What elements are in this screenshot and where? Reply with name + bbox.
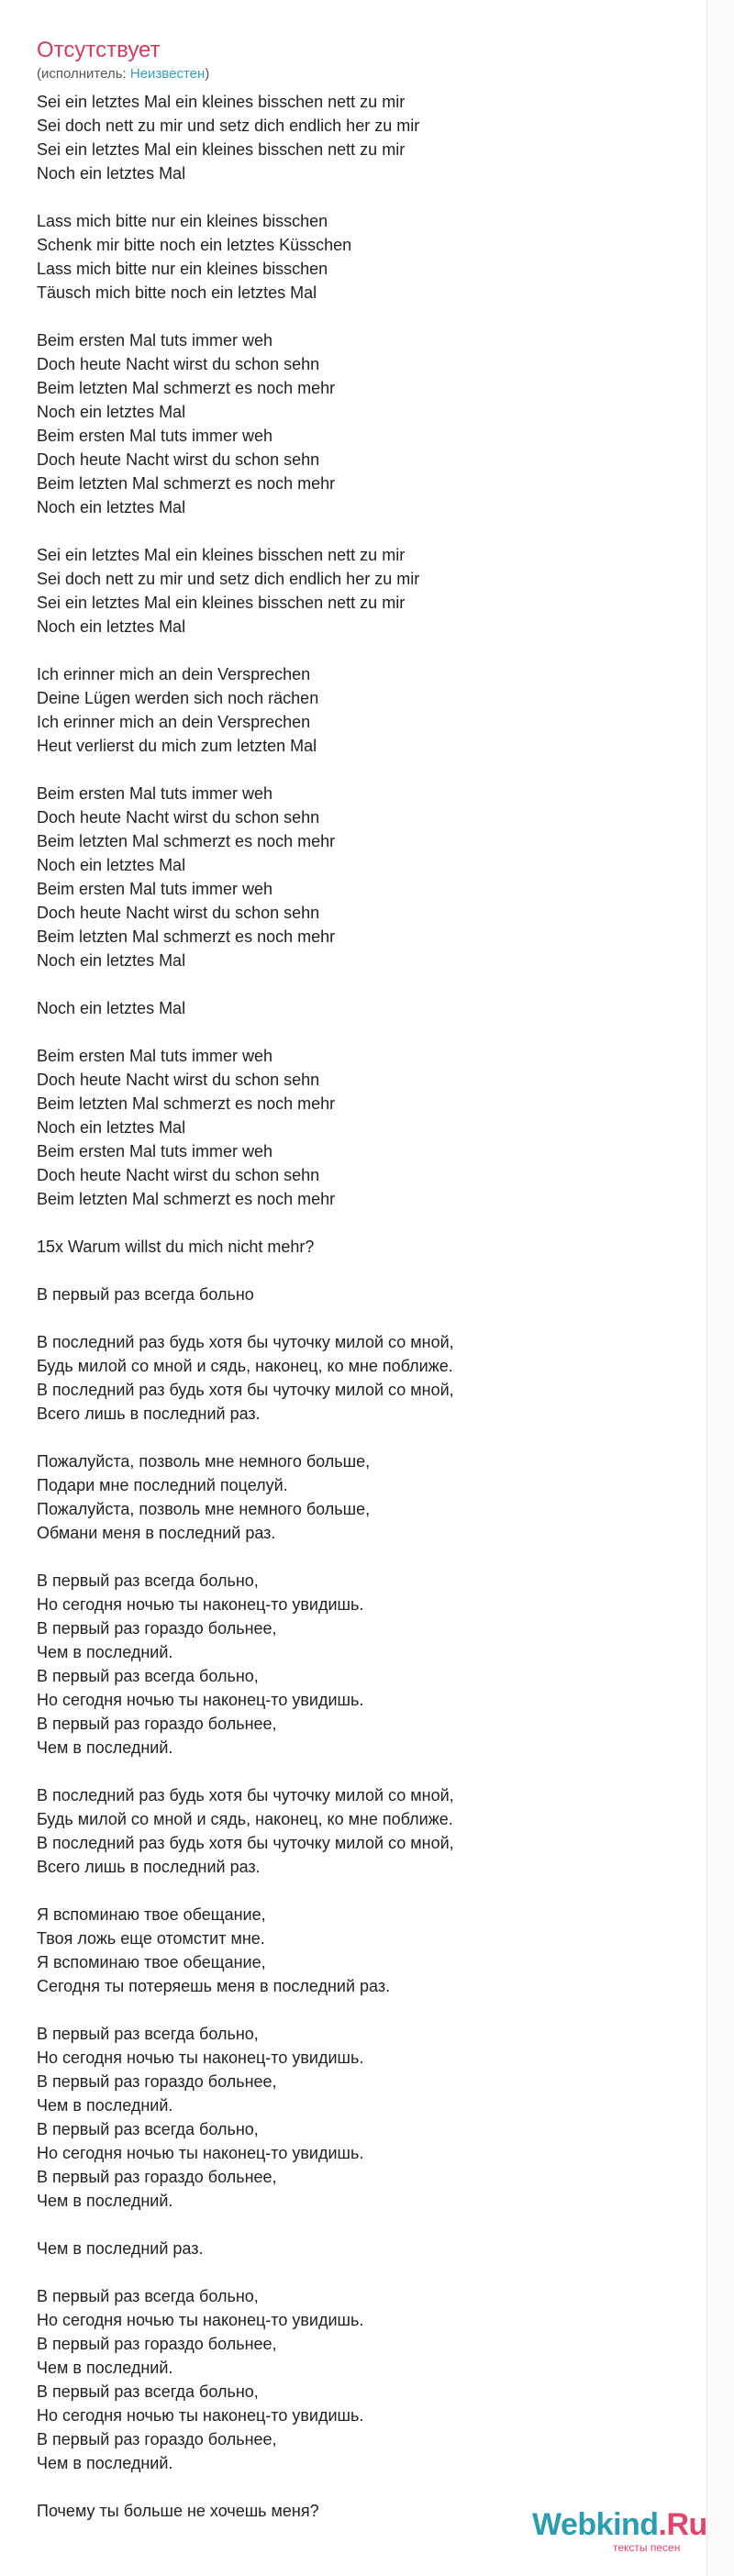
lyric-line: Beim letzten Mal schmerzt es noch mehr <box>37 832 336 850</box>
lyric-line: Lass mich bitte nur ein kleines bisschen <box>37 212 328 230</box>
lyric-line: Но сегодня ночью ты наконец-то увидишь. <box>37 2406 364 2425</box>
lyric-line: Noch ein letztes Mal <box>37 856 186 874</box>
stanza-break <box>37 1545 679 1569</box>
watermark-brand: Webkind <box>532 2507 659 2542</box>
stanza-break <box>37 2213 679 2237</box>
lyric-line: Ich erinner mich an dein Versprechen <box>37 713 311 731</box>
lyric-line: Doch heute Nacht wirst du schon sehn <box>37 1166 320 1184</box>
lyric-line: Твоя ложь еще отомстит мне. <box>37 1929 265 1948</box>
lyric-line: Beim ersten Mal tuts immer weh <box>37 1047 273 1065</box>
lyric-line: Beim ersten Mal tuts immer weh <box>37 880 273 898</box>
stanza-break <box>37 519 679 543</box>
lyric-line: Beim letzten Mal schmerzt es noch mehr <box>37 1190 336 1208</box>
artist-suffix: ) <box>205 66 210 82</box>
artist-link[interactable]: Неизвестен <box>129 66 206 82</box>
lyric-line: Heut verlierst du mich zum letzten Mal <box>37 737 317 755</box>
stanza-break <box>37 1211 679 1235</box>
lyric-line: Deine Lügen werden sich noch rächen <box>37 689 319 707</box>
stanza-break <box>37 1998 679 2022</box>
song-title: Отсутствует <box>37 38 161 62</box>
lyric-line: Но сегодня ночью ты наконец-то увидишь. <box>37 2144 364 2162</box>
watermark-tld: .Ru <box>658 2507 707 2542</box>
lyric-line: Обмани меня в последний раз. <box>37 1524 276 1542</box>
stanza-break <box>37 185 679 209</box>
lyric-line: В первый раз гораздо больнее, <box>37 2168 277 2186</box>
stanza-break <box>37 305 679 328</box>
lyric-line: В первый раз гораздо больнее, <box>37 1619 277 1638</box>
lyric-line: Doch heute Nacht wirst du schon sehn <box>37 355 320 373</box>
lyric-line: В последний раз будь хотя бы чуточку милой со мной, <box>37 1333 454 1351</box>
lyric-line: Beim letzten Mal schmerzt es noch mehr <box>37 379 336 397</box>
lyric-line: Sei ein letztes Mal ein kleines bisschen nett zu mir <box>37 93 406 111</box>
lyric-line: Sei ein letztes Mal ein kleines bisschen nett zu mir <box>37 546 406 564</box>
stanza-break <box>37 972 679 996</box>
lyric-line: Чем в последний. <box>37 2192 173 2210</box>
lyric-line: В первый раз всегда больно, <box>37 2025 259 2043</box>
lyric-line: Почему ты больше не хочешь меня? <box>37 2502 319 2520</box>
stanza-break <box>37 1020 679 1044</box>
lyric-line: Noch ein letztes Mal <box>37 999 186 1017</box>
lyric-line: Чем в последний. <box>37 2454 173 2472</box>
lyric-line: Noch ein letztes Mal <box>37 498 186 516</box>
lyric-line: В первый раз всегда больно, <box>37 2120 259 2138</box>
lyric-line: Noch ein letztes Mal <box>37 617 186 636</box>
lyric-line: Beim ersten Mal tuts immer weh <box>37 1142 273 1160</box>
lyric-line: Чем в последний. <box>37 2096 173 2115</box>
lyric-line: В первый раз гораздо больнее, <box>37 2430 277 2448</box>
lyric-line: Täusch mich bitte noch ein letztes Mal <box>37 283 317 302</box>
lyric-line: В первый раз всегда больно <box>37 1285 254 1304</box>
lyric-line: Но сегодня ночью ты наконец-то увидишь. <box>37 1595 364 1614</box>
lyric-line: Всего лишь в последний раз. <box>37 1858 261 1876</box>
lyric-line: Doch heute Nacht wirst du schon sehn <box>37 450 320 469</box>
lyric-line: Подари мне последний поцелуй. <box>37 1476 288 1494</box>
lyric-line: Sei doch nett zu mir und setz dich endlich her zu mir <box>37 117 420 135</box>
lyric-line: В последний раз будь хотя бы чуточку милой со мной, <box>37 1381 454 1399</box>
lyric-line: Чем в последний раз. <box>37 2239 204 2258</box>
lyric-line: Noch ein letztes Mal <box>37 164 186 183</box>
lyric-line: Будь милой со мной и сядь, наконец, ко мне поближе. <box>37 1357 453 1375</box>
lyric-line: Пожалуйста, позволь мне немного больше, <box>37 1452 371 1471</box>
lyric-line: В первый раз всегда больно, <box>37 1667 259 1685</box>
artist-line <box>37 65 209 83</box>
lyric-line: Noch ein letztes Mal <box>37 951 186 970</box>
stanza-break <box>37 1760 679 1783</box>
lyric-line: В первый раз гораздо больнее, <box>37 1715 277 1733</box>
lyric-line: Doch heute Nacht wirst du schon sehn <box>37 1071 320 1089</box>
lyric-line: Я вспоминаю твое обещание, <box>37 1905 266 1924</box>
lyric-line: Чем в последний. <box>37 1643 173 1661</box>
lyric-line: Beim ersten Mal tuts immer weh <box>37 427 273 445</box>
lyric-line: Но сегодня ночью ты наконец-то увидишь. <box>37 2311 364 2329</box>
lyric-line: Будь милой со мной и сядь, наконец, ко мне поближе. <box>37 1810 453 1828</box>
stanza-break <box>37 2475 679 2499</box>
stanza-break <box>37 1259 679 1282</box>
lyric-line: Я вспоминаю твое обещание, <box>37 1953 266 1971</box>
lyric-line: Чем в последний. <box>37 1738 173 1757</box>
lyric-line: В последний раз будь хотя бы чуточку милой со мной, <box>37 1786 454 1804</box>
webkind-watermark-logo[interactable] <box>532 2506 716 2558</box>
lyric-line: Сегодня ты потеряешь меня в последний раз. <box>37 1977 391 1995</box>
lyric-line: Beim ersten Mal tuts immer weh <box>37 331 273 350</box>
stanza-break <box>37 638 679 662</box>
lyric-line: Пожалуйста, позволь мне немного больше, <box>37 1500 371 1518</box>
stanza-break <box>37 1879 679 1903</box>
stanza-break <box>37 1306 679 1330</box>
lyric-line: 15x Warum willst du mich nicht mehr? <box>37 1238 315 1256</box>
lyric-line: Beim letzten Mal schmerzt es noch mehr <box>37 927 336 946</box>
lyric-line: В первый раз всегда больно, <box>37 1571 259 1590</box>
lyric-line: В первый раз всегда больно, <box>37 2287 259 2305</box>
stanza-break <box>37 2260 679 2284</box>
lyric-line: В первый раз гораздо больнее, <box>37 2072 277 2091</box>
lyric-line: Но сегодня ночью ты наконец-то увидишь. <box>37 1691 364 1709</box>
lyric-line: Sei doch nett zu mir und setz dich endlich her zu mir <box>37 570 420 588</box>
lyric-line: Lass mich bitte nur ein kleines bisschen <box>37 260 328 278</box>
lyric-line: В первый раз всегда больно, <box>37 2382 259 2401</box>
lyric-line: Чем в последний. <box>37 2359 173 2377</box>
lyric-line: Beim letzten Mal schmerzt es noch mehr <box>37 474 336 493</box>
lyric-line: Schenk mir bitte noch ein letztes Küsschen <box>37 236 352 254</box>
lyric-line: Но сегодня ночью ты наконец-то увидишь. <box>37 2049 364 2067</box>
lyric-line: Doch heute Nacht wirst du schon sehn <box>37 808 320 827</box>
lyric-line: Ich erinner mich an dein Versprechen <box>37 665 311 683</box>
lyric-line: В последний раз будь хотя бы чуточку милой со мной, <box>37 1834 454 1852</box>
lyric-line: Beim ersten Mal tuts immer weh <box>37 784 273 803</box>
watermark-subtitle: тексты песен <box>613 2541 681 2554</box>
stanza-break <box>37 1426 679 1449</box>
lyric-line: Noch ein letztes Mal <box>37 1118 186 1137</box>
right-side-strip <box>706 0 734 2576</box>
artist-prefix: (исполнитель: <box>37 66 130 82</box>
lyric-line: Beim letzten Mal schmerzt es noch mehr <box>37 1094 336 1113</box>
stanza-break <box>37 758 679 782</box>
lyric-line: Sei ein letztes Mal ein kleines bisschen nett zu mir <box>37 140 406 159</box>
lyric-line: Всего лишь в последний раз. <box>37 1405 261 1423</box>
lyric-line: Noch ein letztes Mal <box>37 403 186 421</box>
watermark-wordmark <box>532 2506 707 2543</box>
lyric-line: В первый раз гораздо больнее, <box>37 2335 277 2353</box>
lyrics-text <box>37 90 679 2523</box>
lyric-line: Sei ein letztes Mal ein kleines bisschen nett zu mir <box>37 594 406 612</box>
lyric-line: Doch heute Nacht wirst du schon sehn <box>37 904 320 922</box>
